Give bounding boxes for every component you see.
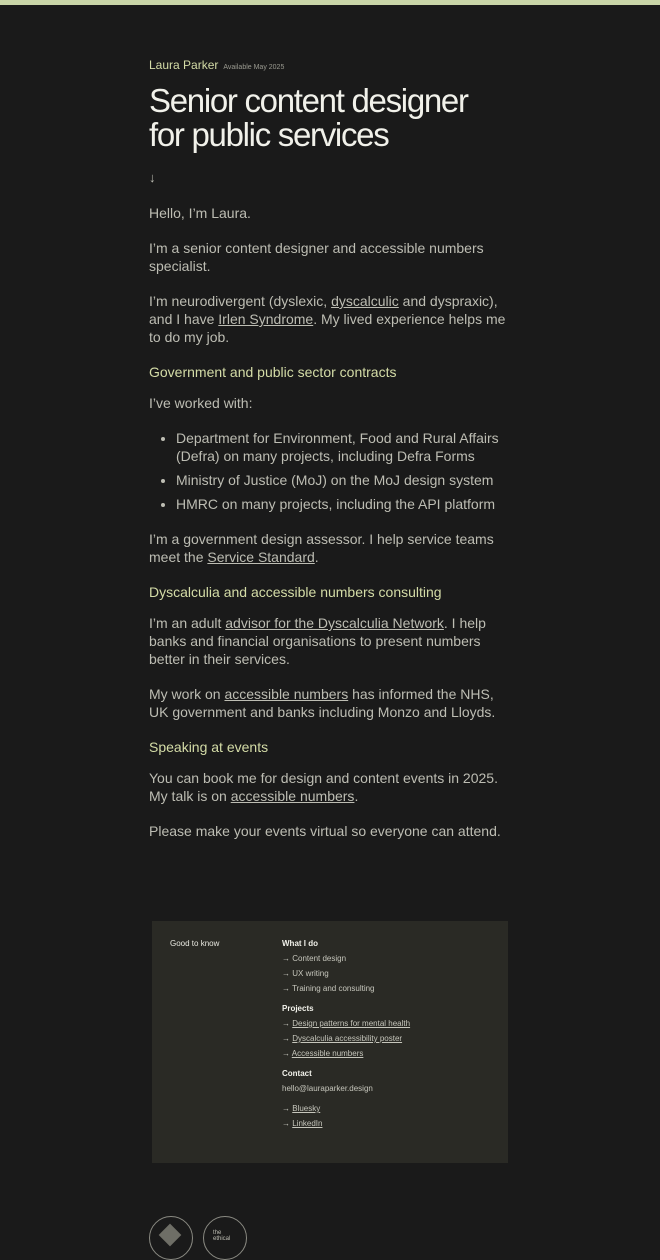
booking-paragraph: [149, 769, 509, 805]
text-segment: My work on: [149, 686, 225, 702]
contact-group: [282, 1069, 492, 1129]
advisor-paragraph: [149, 614, 509, 668]
footer-panel: [152, 921, 508, 1163]
arrow-down-icon: ↓: [149, 170, 156, 185]
project-link[interactable]: Design patterns for mental health: [292, 1019, 411, 1028]
footer-list-item: [282, 984, 492, 994]
list-item: • Ministry of Justice (MoJ) on the MoJ design system: [176, 471, 509, 489]
project-link[interactable]: Accessible numbers: [291, 1049, 364, 1058]
talk-accessible-numbers-link[interactable]: accessible numbers: [230, 788, 355, 804]
footer-list-item: [282, 1104, 492, 1114]
neurodivergent-paragraph: [149, 292, 509, 346]
dyscalculia-network-link[interactable]: advisor for the Dyscalculia Network: [225, 615, 444, 631]
top-accent-bar: [0, 0, 660, 5]
ethical-badge-icon: [203, 1216, 247, 1260]
projects-heading: Projects: [282, 1004, 314, 1013]
arrow-right-icon: →: [282, 984, 290, 993]
what-i-do-heading: What I do: [282, 939, 318, 948]
text-segment: .: [354, 788, 359, 804]
virtual-events-paragraph: Please make your events virtual so everyone can attend.: [149, 823, 501, 839]
hello-text: Hello, I’m Laura.: [149, 205, 251, 221]
footer-list-item: [282, 1034, 492, 1044]
accessible-numbers-link[interactable]: accessible numbers: [224, 686, 349, 702]
text-segment: .: [314, 549, 319, 565]
arrow-right-icon: →: [282, 1104, 290, 1113]
footer-columns: [282, 939, 492, 1139]
linkedin-link[interactable]: LinkedIn: [292, 1119, 323, 1128]
body-text: [149, 204, 509, 857]
arrow-right-icon: →: [282, 1034, 290, 1043]
text-segment: I’m an adult: [149, 615, 226, 631]
arrow-right-icon: →: [282, 1019, 290, 1028]
arrow-right-icon: →: [282, 1119, 290, 1128]
text-segment: and dyspraxic), and I have: [149, 293, 498, 327]
author-name[interactable]: Laura Parker: [149, 58, 219, 72]
page-title: [149, 84, 529, 152]
footer-list-item: [282, 1119, 492, 1129]
project-link[interactable]: Dyscalculia accessibility poster: [292, 1034, 403, 1043]
accessible-numbers-paragraph: [149, 685, 509, 721]
footer-list-item: [282, 954, 492, 964]
membership-badge-icon: [149, 1216, 193, 1260]
badge-emblem: [159, 1224, 182, 1247]
text-segment: I’m neurodivergent (dyslexic,: [149, 293, 332, 309]
what-i-do-group: [282, 939, 492, 994]
title-line-1: Senior content designer: [149, 82, 468, 119]
worked-with-text: I’ve worked with:: [149, 395, 253, 411]
site-header: [149, 58, 284, 72]
intro-paragraph: I’m a senior content designer and accessible numbers specialist.: [149, 240, 484, 274]
text-segment: has informed the NHS, UK government and banks including Monzo and Lloyds.: [149, 686, 496, 720]
irlen-syndrome-link[interactable]: Irlen Syndrome: [218, 311, 314, 327]
bluesky-link[interactable]: Bluesky: [292, 1104, 321, 1113]
footer-item-text: Training and consulting: [292, 984, 375, 993]
footer-list-item: [282, 1049, 492, 1059]
badge-text: [213, 1230, 230, 1242]
arrow-right-icon: →: [282, 1049, 290, 1058]
title-line-2: for public services: [149, 116, 389, 153]
service-standard-link[interactable]: Service Standard: [207, 549, 315, 565]
arrow-right-icon: →: [282, 969, 290, 978]
availability-label: Available May 2025: [223, 64, 285, 71]
badge-line: ethical: [213, 1236, 231, 1242]
dyscalculia-heading: Dyscalculia and accessible numbers consulting: [149, 584, 442, 600]
clients-list: [149, 429, 509, 513]
projects-group: [282, 1004, 492, 1059]
good-to-know-label: Good to know: [170, 939, 220, 948]
list-item: • Department for Environment, Food and Rural Affairs (Defra) on many projects, including Defra Forms: [176, 429, 509, 465]
text-segment: . I help banks and financial organisations to present numbers better in their services.: [149, 615, 486, 667]
badge-line: the: [213, 1230, 222, 1236]
text-segment: . My lived experience helps me to do my job.: [149, 311, 506, 345]
text-segment: I’m a government design assessor. I help service teams meet the: [149, 531, 494, 565]
gov-heading: Government and public sector contracts: [149, 364, 397, 380]
dyscalculic-link[interactable]: dyscalculic: [331, 293, 399, 309]
text-segment: You can book me for design and content events in 2025. My talk is on: [149, 770, 498, 804]
arrow-right-icon: →: [282, 954, 290, 963]
list-item: • HMRC on many projects, including the API platform: [176, 495, 509, 513]
contact-heading: Contact: [282, 1069, 312, 1078]
assessor-paragraph: [149, 530, 509, 566]
footer-list-item: [282, 969, 492, 979]
footer-item-text: Content design: [292, 954, 347, 963]
footer-list-item: [282, 1019, 492, 1029]
email-address[interactable]: hello@lauraparker.design: [282, 1084, 373, 1093]
footer-item-text: UX writing: [292, 969, 329, 978]
speaking-heading: Speaking at events: [149, 739, 269, 755]
